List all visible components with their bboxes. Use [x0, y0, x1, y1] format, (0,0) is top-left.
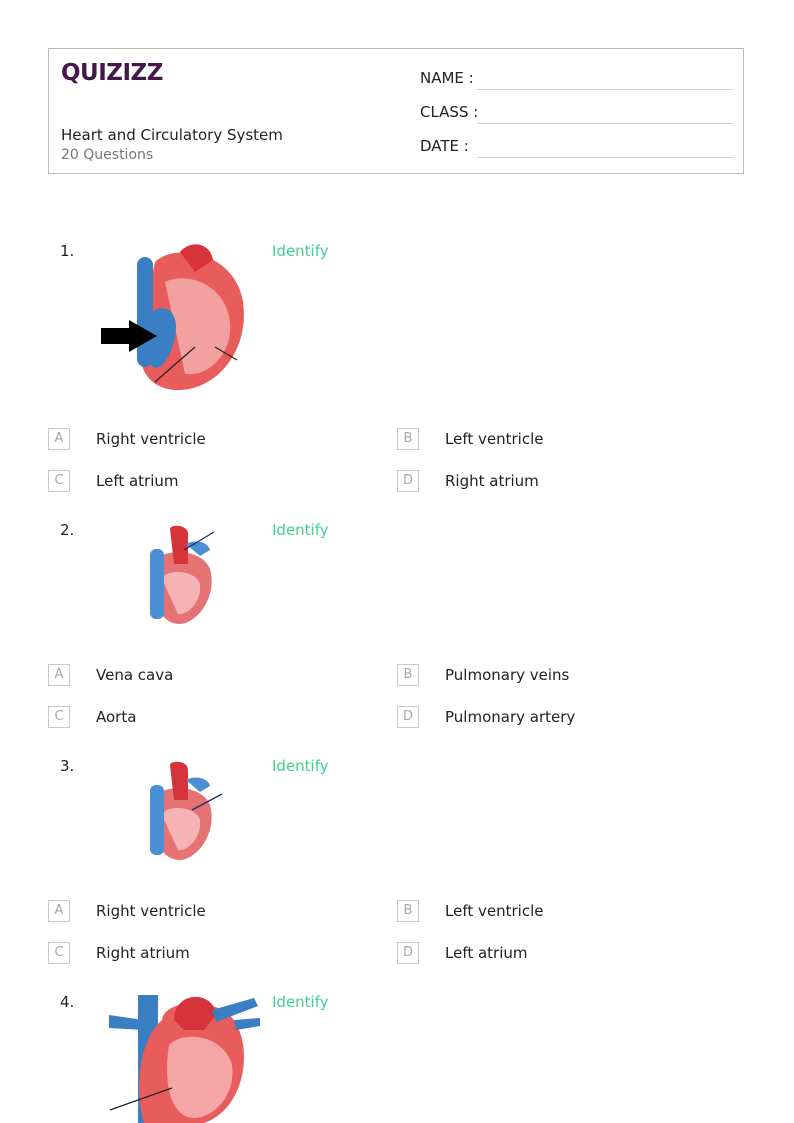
option-d-letter[interactable]: D: [397, 706, 419, 728]
question-prompt: Identify: [272, 757, 329, 775]
option-a-letter[interactable]: A: [48, 428, 70, 450]
question-prompt: Identify: [272, 521, 329, 539]
option-a-letter[interactable]: A: [48, 900, 70, 922]
option-c-text[interactable]: Right atrium: [96, 944, 190, 962]
worksheet-header: [48, 48, 744, 174]
name-field[interactable]: [477, 89, 733, 90]
option-d-text[interactable]: Right atrium: [445, 472, 539, 490]
question-number: 1.: [60, 242, 75, 260]
option-d-text[interactable]: Pulmonary artery: [445, 708, 576, 726]
question-number: 3.: [60, 757, 75, 775]
option-a-text[interactable]: Vena cava: [96, 666, 174, 684]
option-c-letter[interactable]: C: [48, 706, 70, 728]
quizizz-logo: QUIZIZZ: [61, 60, 163, 86]
option-b-letter[interactable]: B: [397, 428, 419, 450]
option-c-text[interactable]: Left atrium: [96, 472, 179, 490]
date-label: DATE :: [420, 137, 469, 155]
option-a-text[interactable]: Right ventricle: [96, 430, 206, 448]
worksheet-title: Heart and Circulatory System: [61, 126, 283, 144]
option-b-text[interactable]: Left ventricle: [445, 902, 544, 920]
question-count: 20 Questions: [61, 147, 154, 163]
heart-diagram-icon: [140, 760, 226, 864]
date-field[interactable]: [477, 157, 733, 158]
class-field[interactable]: [477, 123, 733, 124]
question-prompt: Identify: [272, 993, 329, 1011]
option-b-text[interactable]: Pulmonary veins: [445, 666, 570, 684]
option-b-text[interactable]: Left ventricle: [445, 430, 544, 448]
option-d-text[interactable]: Left atrium: [445, 944, 528, 962]
option-b-letter[interactable]: B: [397, 664, 419, 686]
heart-diagram-icon: [140, 524, 220, 628]
option-a-text[interactable]: Right ventricle: [96, 902, 206, 920]
heart-diagram-icon: [104, 990, 260, 1123]
question-number: 2.: [60, 521, 75, 539]
question-number: 4.: [60, 993, 75, 1011]
option-a-letter[interactable]: A: [48, 664, 70, 686]
class-label: CLASS :: [420, 103, 479, 121]
option-d-letter[interactable]: D: [397, 470, 419, 492]
option-c-text[interactable]: Aorta: [96, 708, 137, 726]
option-c-letter[interactable]: C: [48, 470, 70, 492]
option-d-letter[interactable]: D: [397, 942, 419, 964]
option-c-letter[interactable]: C: [48, 942, 70, 964]
name-label: NAME :: [420, 69, 474, 87]
heart-diagram-arrow-icon: [95, 242, 247, 394]
question-prompt: Identify: [272, 242, 329, 260]
option-b-letter[interactable]: B: [397, 900, 419, 922]
